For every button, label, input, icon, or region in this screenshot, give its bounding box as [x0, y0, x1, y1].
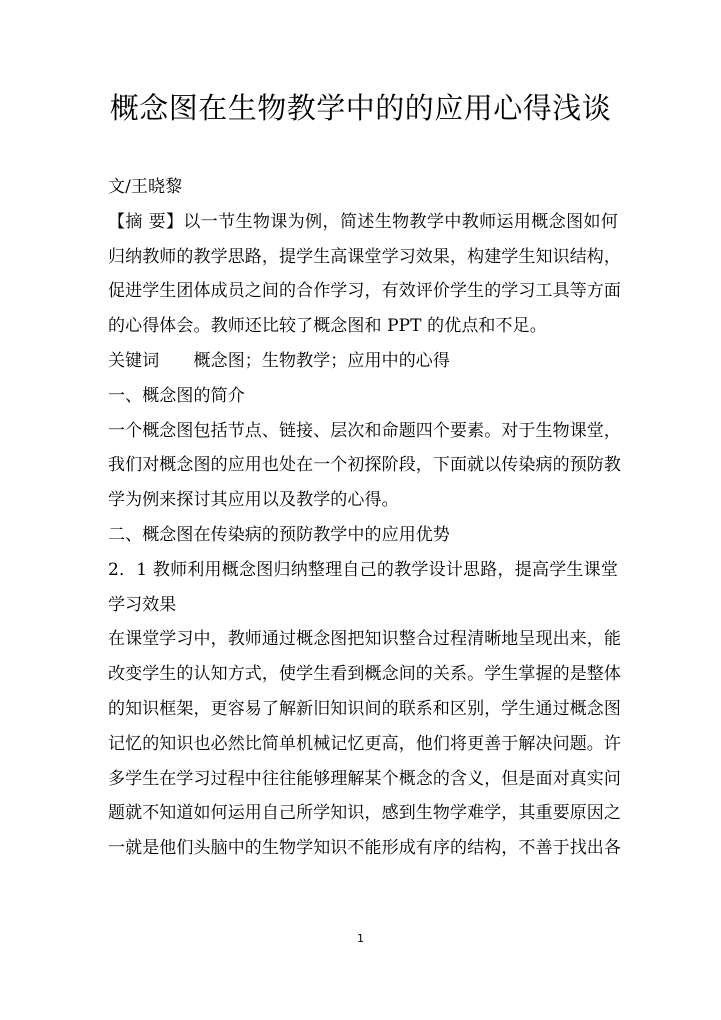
abstract-line: 归纳教师的教学思路，提学生高课堂学习效果，构建学生知识结构， — [108, 246, 621, 267]
paragraph-line: 记忆的知识也必然比简单机械记忆更高，他们将更善于解决问题。许 — [108, 733, 621, 754]
subsection-heading-2-1: 学习效果 — [108, 594, 177, 615]
paragraph-line: 多学生在学习过程中往往能够理解某个概念的含义，但是面对真实问 — [108, 768, 621, 789]
paragraph-line: 的知识框架，更容易了解新旧知识间的联系和区别，学生通过概念图 — [108, 698, 621, 719]
paragraph-line: 改变学生的认知方式，使学生看到概念间的关系。学生掌握的是整体 — [108, 664, 621, 685]
paragraph-line: 一就是他们头脑中的生物学知识不能形成有序的结构，不善于找出各 — [108, 838, 621, 859]
abstract-line: 【摘 要】以一节生物课为例，简述生物教学中教师运用概念图如何 — [108, 211, 618, 232]
author-line: 文/王晓黎 — [108, 177, 183, 197]
document-title: 概念图在生物教学中的的应用心得浅谈 — [109, 91, 612, 125]
paragraph-line: 学为例来探讨其应用以及教学的心得。 — [108, 490, 399, 511]
abstract-line: 促进学生团体成员之间的合作学习，有效评价学生的学习工具等方面 — [108, 281, 621, 302]
subsection-heading-2-1: 2．1 教师利用概念图归纳整理自己的教学设计思路，提高学生课堂 — [108, 559, 618, 580]
paragraph-line: 在课堂学习中，教师通过概念图把知识整合过程清晰地呈现出来，能 — [108, 629, 621, 650]
document-body — [108, 170, 621, 866]
paragraph-line: 一个概念图包括节点、链接、层次和命题四个要素。对于生物课堂， — [108, 420, 621, 441]
abstract-line: 的心得体会。教师还比较了概念图和 PPT 的优点和不足。 — [108, 316, 547, 337]
section-heading-2: 二、概念图在传染病的预防教学中的应用优势 — [108, 524, 450, 545]
keywords-line: 关键词 概念图；生物教学；应用中的心得 — [108, 350, 450, 371]
page-number: 1 — [357, 932, 364, 945]
paragraph-line: 题就不知道如何运用自己所学知识，感到生物学难学，其重要原因之 — [108, 803, 621, 824]
paragraph-line: 我们对概念图的应用也处在一个初探阶段，下面就以传染病的预防教 — [108, 455, 621, 476]
section-heading-1: 一、概念图的简介 — [108, 385, 245, 406]
